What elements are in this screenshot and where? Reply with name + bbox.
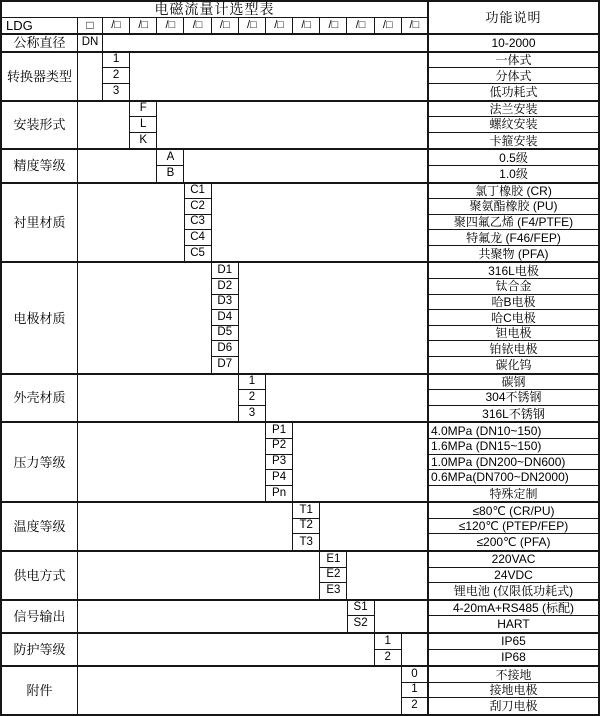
model-slot: /□ [347, 18, 374, 34]
option-description: 10-2000 [491, 35, 536, 50]
option-code: D4 [212, 310, 239, 326]
option-description: ≤120℃ (PTEP/FEP) [429, 519, 598, 535]
option-description: 螺纹安装 [429, 117, 598, 133]
option-code: T1 [293, 503, 320, 519]
category-block [2, 552, 598, 601]
option-code: D7 [212, 357, 239, 373]
option-code: A [157, 150, 184, 166]
model-slot: /□ [239, 18, 266, 34]
model-prefix: LDG [2, 18, 78, 34]
option-code: 0 [402, 667, 429, 683]
filler-cell [78, 634, 375, 665]
option-description: 1.6MPa (DN15~150) [429, 439, 598, 455]
filler-cell [78, 150, 157, 181]
option-description: 分体式 [429, 68, 598, 84]
category-block [2, 102, 598, 151]
option-code: D1 [212, 263, 239, 279]
option-description: 1.0级 [499, 166, 528, 181]
category-label: 防护等级 [2, 634, 78, 665]
model-slot: /□ [293, 18, 320, 34]
model-slot: /□ [157, 18, 184, 34]
option-code: D5 [212, 326, 239, 342]
filler-cell [78, 552, 320, 599]
option-description: 0.5级 [429, 150, 598, 166]
option-description: 316L不锈钢 [482, 406, 545, 421]
option-description: 刮刀电极 [489, 699, 538, 714]
option-description: 316L电极 [429, 263, 598, 279]
model-slot: /□ [184, 18, 211, 34]
filler-cell [103, 35, 429, 51]
option-description: 特氟龙 (F46/FEP) [429, 230, 598, 246]
filler-cell [320, 503, 429, 550]
category-block [2, 667, 598, 714]
filler-cell [78, 601, 348, 632]
model-slot: /□ [402, 18, 429, 34]
model-slot: /□ [320, 18, 347, 34]
option-code: 3 [103, 84, 130, 100]
option-code: D6 [212, 341, 239, 357]
option-code: P2 [266, 439, 293, 455]
option-code: L [130, 117, 157, 133]
filler-cell [402, 634, 429, 665]
option-code: 2 [375, 650, 402, 666]
model-slot: /□ [375, 18, 402, 34]
option-description: 不接地 [429, 667, 598, 683]
category-label: 供电方式 [2, 552, 78, 599]
filler-cell [212, 184, 429, 262]
option-description: IP68 [501, 650, 526, 665]
filler-cell [347, 552, 429, 599]
option-code: 1 [375, 634, 402, 650]
category-label: 公称直径 [2, 35, 78, 51]
model-slot: /□ [103, 18, 130, 34]
filler-cell [78, 375, 239, 422]
option-description: 碳钢 [429, 375, 598, 391]
option-code: 2 [402, 698, 429, 714]
category-block [2, 35, 598, 53]
option-description: 4-20mA+RS485 (标配) [429, 601, 598, 617]
option-code: E2 [320, 568, 347, 584]
option-code: T2 [293, 519, 320, 535]
filler-cell [78, 263, 212, 372]
option-code: C2 [185, 199, 212, 215]
option-description: 304不锈钢 [429, 390, 598, 406]
option-description: 24VDC [429, 568, 598, 584]
option-description: 碳化钨 [495, 357, 532, 372]
option-description: ≤200℃ (PFA) [476, 535, 551, 550]
option-code: 2 [103, 68, 130, 84]
function-column-header: 功能说明 [485, 10, 542, 26]
category-label: 电极材质 [2, 263, 78, 372]
option-description: 一体式 [429, 53, 598, 69]
option-code: C3 [185, 215, 212, 231]
option-description: 聚氨酯橡胶 (PU) [429, 199, 598, 215]
option-description: 铂铱电极 [429, 341, 598, 357]
option-description: 锂电池 (仅限低功耗式) [453, 584, 574, 599]
filler-cell [78, 184, 185, 262]
option-code: P3 [266, 455, 293, 471]
category-block [2, 263, 598, 374]
option-description: 1.0MPa (DN200~DN600) [429, 455, 598, 471]
table-title: 电磁流量计选型表 [2, 2, 429, 18]
option-code: C1 [185, 184, 212, 200]
option-description: 共聚物 (PFA) [478, 246, 549, 261]
filler-cell [78, 102, 130, 149]
category-label: 外壳材质 [2, 375, 78, 422]
filler-cell [78, 53, 103, 100]
option-code: D3 [212, 295, 239, 311]
option-code: E1 [320, 552, 347, 568]
filler-cell [78, 503, 293, 550]
option-description: 220VAC [429, 552, 598, 568]
category-block [2, 184, 598, 264]
option-description: 钽电极 [429, 326, 598, 342]
option-description: HART [497, 617, 530, 632]
category-block [2, 634, 598, 667]
category-label: 附件 [2, 667, 78, 714]
option-code: B [157, 166, 184, 182]
option-code: T3 [293, 534, 320, 550]
filler-cell [78, 667, 402, 714]
option-code: E3 [320, 583, 347, 599]
option-description: 低功耗式 [489, 84, 538, 99]
filler-cell [78, 423, 266, 501]
option-code: Pn [266, 486, 293, 502]
option-description: IP65 [429, 634, 598, 650]
category-block [2, 150, 598, 183]
option-description: 接地电极 [429, 683, 598, 699]
category-block [2, 375, 598, 424]
option-code: S1 [348, 601, 375, 617]
option-description: 聚四氟乙烯 (F4/PTFE) [429, 215, 598, 231]
filler-cell [293, 423, 429, 501]
option-code: 1 [103, 53, 130, 69]
model-slot: /□ [130, 18, 157, 34]
filler-cell [184, 150, 429, 181]
category-label: 精度等级 [2, 150, 78, 181]
category-block [2, 503, 598, 552]
model-slot: /□ [212, 18, 239, 34]
option-code: K [130, 133, 157, 149]
category-label: 安装形式 [2, 102, 78, 149]
category-label: 衬里材质 [2, 184, 78, 262]
model-slot: /□ [266, 18, 293, 34]
option-code: 3 [239, 406, 266, 422]
option-description: 哈C电极 [429, 310, 598, 326]
category-block [2, 423, 598, 503]
model-dn-box: □ [78, 18, 103, 34]
option-code: DN [78, 35, 103, 51]
option-code: S2 [348, 616, 375, 632]
filler-cell [239, 263, 429, 372]
option-description: 4.0MPa (DN10~150) [429, 423, 598, 439]
category-label: 温度等级 [2, 503, 78, 550]
filler-cell [130, 53, 429, 100]
option-code: F [130, 102, 157, 118]
option-description: 法兰安装 [429, 102, 598, 118]
option-code: P4 [266, 470, 293, 486]
filler-cell [157, 102, 429, 149]
option-code: 1 [239, 375, 266, 391]
option-description: 0.6MPa(DN700~DN2000) [429, 470, 598, 486]
option-code: 2 [239, 390, 266, 406]
category-label: 压力等级 [2, 423, 78, 501]
category-label: 转换器类型 [2, 53, 78, 100]
option-code: D2 [212, 279, 239, 295]
option-description: 卡箍安装 [489, 133, 538, 148]
option-description: 钛合金 [429, 279, 598, 295]
category-block [2, 601, 598, 634]
option-code: C5 [185, 246, 212, 262]
option-code: P1 [266, 423, 293, 439]
option-description: ≤80℃ (CR/PU) [429, 503, 598, 519]
option-description: 哈B电极 [429, 295, 598, 311]
table-header [2, 2, 598, 35]
option-code: C4 [185, 230, 212, 246]
filler-cell [375, 601, 429, 632]
option-description: 特殊定制 [489, 486, 538, 501]
filler-cell [266, 375, 429, 422]
category-label: 信号输出 [2, 601, 78, 632]
category-block [2, 53, 598, 102]
option-description: 氯丁橡胶 (CR) [429, 184, 598, 200]
option-code: 1 [402, 683, 429, 699]
